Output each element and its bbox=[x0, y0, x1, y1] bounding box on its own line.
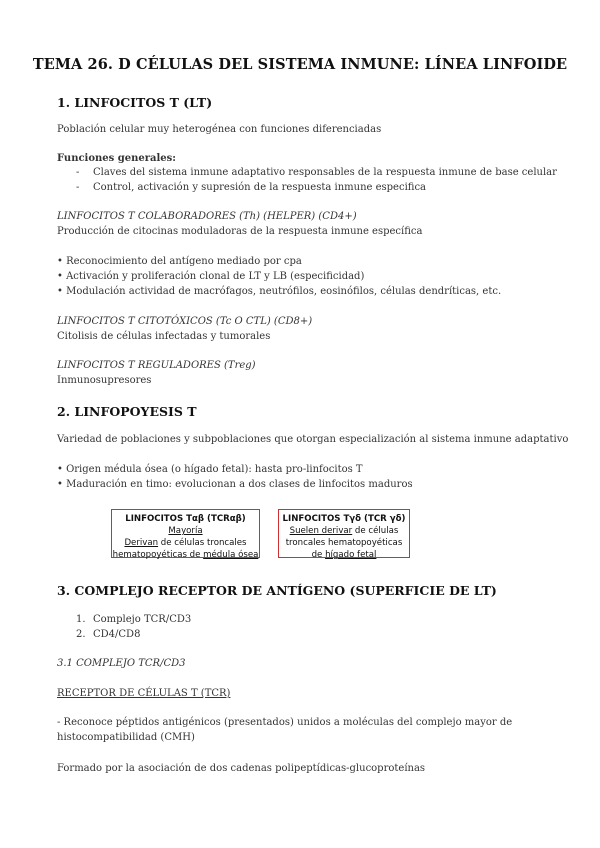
s2-bullet-1: • Origen médula ósea (o hígado fetal): hasta pro-linfocitos T bbox=[57, 464, 363, 475]
box-gd-line2: troncales hematopoyéticas bbox=[285, 538, 403, 548]
s2-bullet-2: • Maduración en timo: evolucionan a dos clases de linfocitos maduros bbox=[57, 479, 413, 490]
s1-intro: Población celular muy heterogénea con funciones diferenciadas bbox=[57, 124, 382, 135]
cytotoxic-desc: Citolisis de células infectadas y tumorales bbox=[57, 331, 271, 342]
box-gd-title: LINFOCITOS Tγδ (TCR γδ) bbox=[282, 514, 406, 524]
s3-list-item-1: Complejo TCR/CD3 bbox=[93, 614, 192, 625]
page-title: TEMA 26. D CÉLULAS DEL SISTEMA INMUNE: LÍNEA LINFOIDE bbox=[32, 56, 568, 73]
helper-bullet-3: • Modulación actividad de macrófagos, neutrófilos, eosinófilos, células dendríticas, etc. bbox=[57, 286, 502, 297]
receptor-heading: RECEPTOR DE CÉLULAS T (TCR) bbox=[57, 688, 231, 699]
s3-list-num-2: 2. bbox=[76, 629, 86, 640]
s3-sub-heading: 3.1 COMPLEJO TCR/CD3 bbox=[57, 658, 186, 669]
s3-p1-line1: - Reconoce péptidos antigénicos (presentados) unidos a moléculas del complejo mayor de bbox=[57, 717, 513, 728]
s3-list-num-1: 1. bbox=[76, 614, 86, 625]
box-ab-line3-pre: hematopoyéticas de bbox=[112, 550, 204, 560]
s3-p1-line2: histocompatibilidad (CMH) bbox=[57, 732, 195, 743]
helper-bullet-1: • Reconocimiento del antígeno mediado por cpa bbox=[57, 256, 302, 267]
box-ab-line1: Mayoría bbox=[168, 526, 203, 536]
s3-p2: Formado por la asociación de dos cadenas polipeptídicas-glucoproteínas bbox=[57, 763, 426, 774]
function-item-1: Claves del sistema inmune adaptativo responsables de la respuesta inmune de base celular bbox=[93, 167, 557, 178]
section-3-heading: 3. COMPLEJO RECEPTOR DE ANTÍGENO (SUPERFICIE DE LT) bbox=[57, 583, 497, 598]
regulatory-heading: LINFOCITOS T REGULADORES (Treg) bbox=[57, 360, 256, 371]
cytotoxic-heading: LINFOCITOS T CITOTÓXICOS (Tc O CTL) (CD8+) bbox=[57, 316, 313, 327]
box-gd-line1-rest: de células bbox=[352, 526, 399, 536]
box-ab-title: LINFOCITOS Tαβ (TCRαβ) bbox=[125, 514, 246, 524]
box-gd-line3-u: hígado fetal bbox=[325, 550, 377, 560]
function-item-2: Control, activación y supresión de la respuesta inmune especifica bbox=[93, 182, 427, 193]
s3-list-item-2: CD4/CD8 bbox=[93, 629, 141, 640]
box-gd-line3-pre: de bbox=[311, 550, 326, 560]
section-2-heading: 2. LINFOPOYESIS T bbox=[57, 404, 197, 419]
box-ab-line2-rest: de células troncales bbox=[158, 538, 247, 548]
helper-heading: LINFOCITOS T COLABORADORES (Th) (HELPER) (CD4+) bbox=[57, 211, 357, 222]
box-alpha-beta bbox=[111, 509, 260, 558]
box-gamma-delta bbox=[278, 509, 410, 558]
regulatory-desc: Inmunosupresores bbox=[57, 375, 152, 386]
section-1-heading: 1. LINFOCITOS T (LT) bbox=[57, 95, 213, 110]
box-ab-line3-u: médula ósea bbox=[203, 550, 259, 560]
dash-1: - bbox=[76, 167, 80, 178]
helper-desc: Producción de citocinas moduladoras de la respuesta inmune específica bbox=[57, 226, 423, 237]
box-gd-line1-u: Suelen derivar bbox=[289, 526, 353, 536]
s2-intro: Variedad de poblaciones y subpoblaciones que otorgan especialización al sistema inmune adaptativo bbox=[57, 434, 569, 445]
helper-bullet-2: • Activación y proliferación clonal de LT y LB (especificidad) bbox=[57, 271, 365, 282]
box-ab-line2-u: Derivan bbox=[124, 538, 159, 548]
dash-2: - bbox=[76, 182, 80, 193]
functions-label: Funciones generales: bbox=[57, 153, 176, 164]
